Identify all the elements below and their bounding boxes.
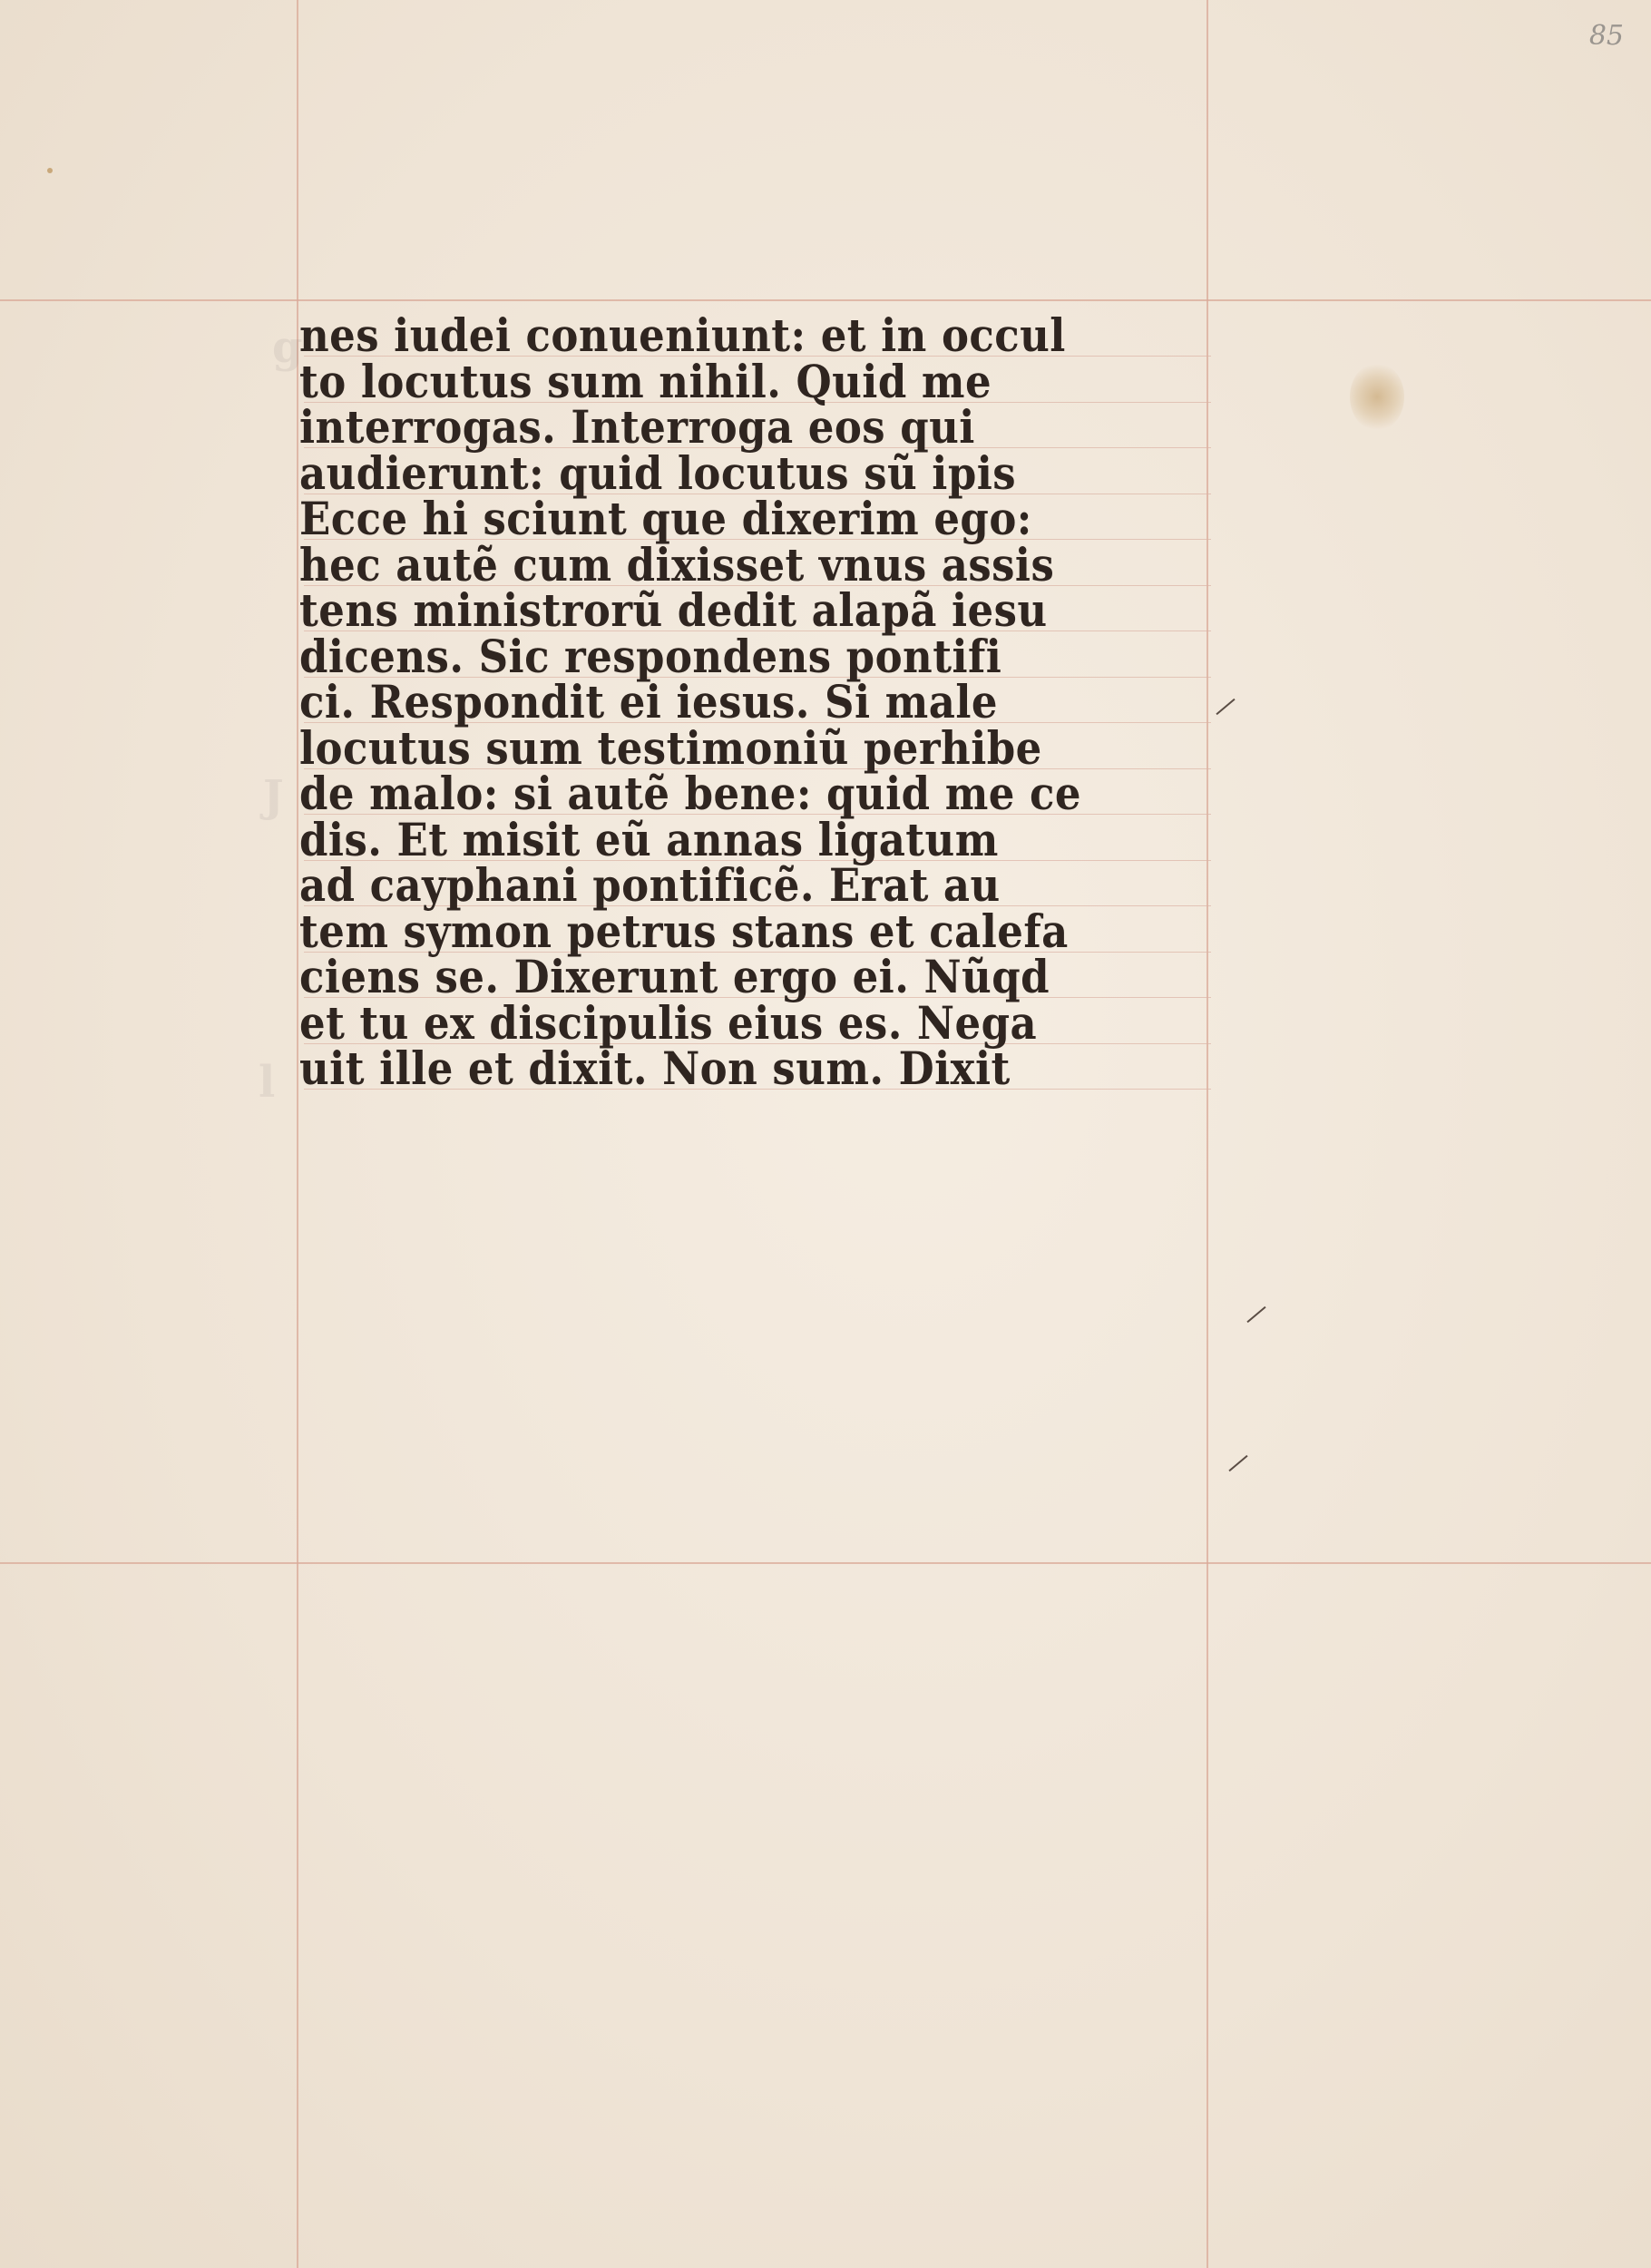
text-line: dis. Et misit eũ annas ligatum [299, 812, 999, 866]
text-line: hec autẽ cum dixisset vnus assis [299, 537, 1055, 591]
text-line: et tu ex discipulis eius es. Nega [299, 995, 1038, 1050]
folio-number: 85 [1588, 20, 1624, 52]
text-line: Ecce hi sciunt que dixerim ego: [299, 492, 1032, 545]
text-line: ad cayphani pontificẽ. Erat au [299, 858, 1001, 912]
margin-pen-mark [1228, 1455, 1247, 1471]
text-line: locutus sum testimoniũ perhibe [299, 720, 1042, 775]
show-through-mark: J [263, 771, 284, 822]
text-line: interrogas. Interroga eos qui [299, 400, 975, 454]
text-line: tem symon petrus stans et calefa [299, 904, 1069, 958]
text-line: ciens se. Dixerunt ergo ei. Nũqd [299, 950, 1050, 1003]
text-line: audierunt: quid locutus sũ ipis [299, 445, 1017, 500]
text-line: dicens. Sic respondens pontifi [299, 629, 1002, 683]
text-block [299, 308, 1243, 1095]
text-line: de malo: si autẽ bene: quid me ce [299, 767, 1081, 820]
show-through-mark: l [259, 1057, 276, 1108]
ruling-line-top [0, 299, 1651, 301]
text-line: tens ministrorũ dedit alapã iesu [299, 583, 1048, 637]
text-line: nes iudei conueniunt: et in occul [299, 308, 1066, 362]
parchment-speck [47, 168, 53, 173]
text-line: uit ille et dixit. Non sum. Dixit [299, 1041, 1011, 1095]
text-line: ci. Respondit ei iesus. Si male [299, 675, 998, 728]
ruling-line-bottom [0, 1562, 1651, 1564]
margin-pen-mark [1246, 1306, 1265, 1323]
show-through-mark: g [272, 322, 303, 373]
parchment-stain [1350, 363, 1404, 431]
text-line: to locutus sum nihil. Quid me [299, 354, 992, 408]
